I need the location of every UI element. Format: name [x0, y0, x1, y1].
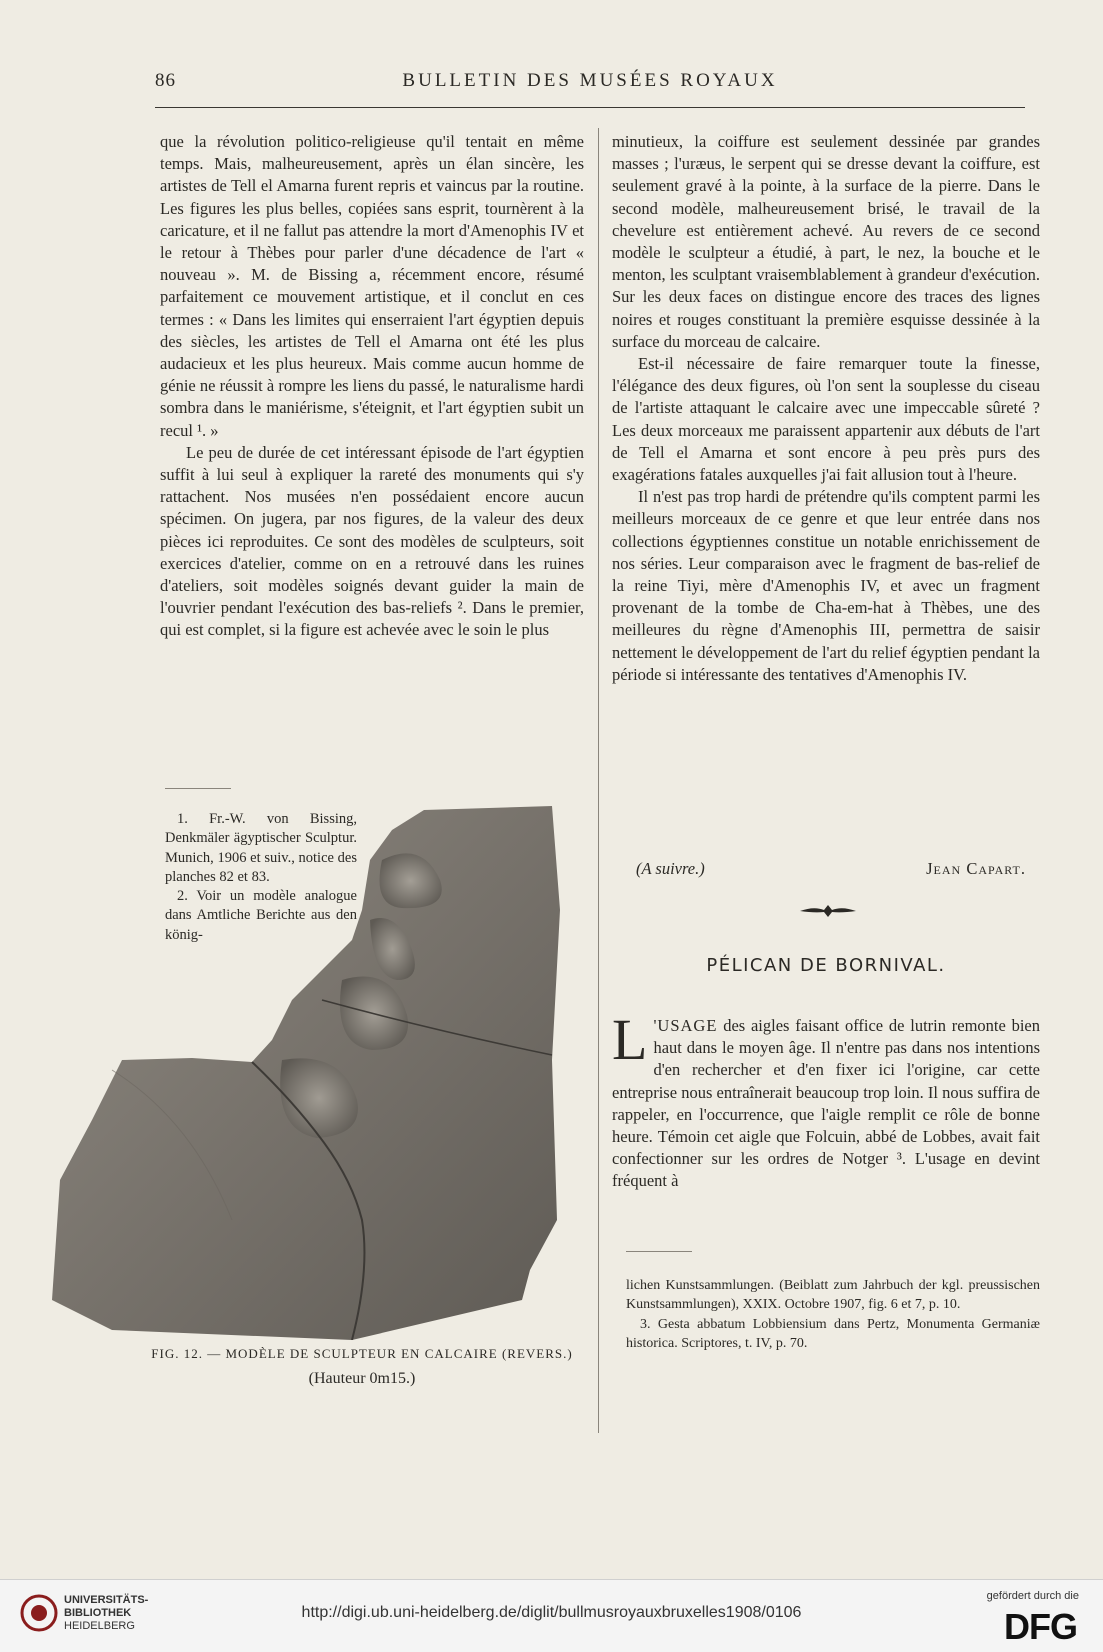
footnote-rule	[626, 1251, 692, 1252]
right-column	[612, 131, 1040, 686]
paragraph: que la révolution politico-religieuse qu'il tentait en même temps. Mais, malheureusement, après un élan sincère, les artistes de Tell el Amarna furent repris et vaincus par la routine. Les figures les plus belles, copiées sans esprit, tournèrent à la caricature, et il ne fallut pas attendre la mort d'Amenophis IV et le retour à Thèbes pour parler d'une décadence de l'art « nouveau ». M. de Bissing a, récemment encore, résumé parfaitement ce mouvement artistique, et il conclut en ces termes : « Dans les limites qui enserraient l'art égyptien depuis des siècles, les artistes de Tell el Amarna ont été les plus audacieux et les plus heureux. Mais comme aucun homme de génie ne réussit à rompre les liens du passé, le naturalisme hardi sombra dans le maniérisme, s'éteignit, et l'art égyptien subit un recul ¹. »	[160, 132, 584, 440]
dfg-logo: DFG	[1004, 1606, 1077, 1647]
footnote-rule	[165, 788, 231, 789]
left-column	[160, 131, 584, 642]
pelican-article-text	[612, 1007, 1040, 1193]
figure-height-note: (Hauteur 0m15.)	[308, 1370, 416, 1387]
paragraph: minutieux, la coiffure est seulement dessinée par grandes masses ; l'uræus, le serpent qui se dresse devant la coiffure, est seulement gravé à la pointe, à la surface de la pierre. Dans le second modèle, malheureusement brisé, le travail de la chevelure est entièrement achevé. Au revers de ce second modèle le sculpteur a étudié, à part, le nez, la bouche et le menton, les sculptant vraisemblablement à grandeur d'exécution. Sur les deux faces on distingue encore des traces des lignes noires et rouges constituant la première esquisse dessinée à la surface du morceau de calcaire.	[612, 132, 1040, 351]
figure-caption: FIG. 12. — MODÈLE DE SCULPTEUR EN CALCAIRE (REVERS.)	[151, 1346, 573, 1361]
paragraph: des aigles faisant office de lutrin remonte bien haut dans le moyen âge. Il n'entre pas dans nos intentions d'en rechercher et d'en fixer ici l'origine, car cette entreprise nous entraînerait beaucoup trop loin. Il nous suffira de rappeler, en l'occurrence, que l'aigle remplit ce rôle de bonne heure. Témoin cet aigle que Folcuin, abbé de Lobbes, avait fait confectionner sur les ordres de Notger ³. L'usage en devint fréquent à	[612, 1016, 1040, 1191]
section-title: PÉLICAN DE BORNIVAL.	[706, 955, 946, 976]
author-name: Jean Capart.	[926, 859, 1026, 878]
footnote: lichen Kunstsammlungen. (Beiblatt zum Jahrbuch der kgl. preussischen Kunstsammlungen), XXIX. Octobre 1907, fig. 6 et 7, p. 10.	[626, 1278, 1040, 1313]
footnote: 2. Voir un modèle analogue dans Amtliche Berichte aus den könig-	[165, 888, 357, 943]
viewer-footer-bar	[0, 1579, 1103, 1652]
paragraph: Il n'est pas trop hardi de prétendre qu'ils comptent parmi les meilleurs morceaux de ce genre et que leur entrée dans nos collections égyptiennes constitue un notable enrichissement de nos séries. Leur comparaison avec le fragment de bas-relief de la reine Tiyi, mère d'Amenophis IV, et avec un fragment provenant de la tombe de Cha-em-hat à Thèbes, une des meilleures du règne d'Amenophis III, permettra de saisir nettement le développement de l'art du relief égyptien pendant la période si intéressante des tentatives d'Amenophis IV.	[612, 487, 1040, 684]
library-name: UNIVERSITÄTS- BIBLIOTHEK HEIDELBERG	[64, 1594, 149, 1632]
ornament-icon	[800, 904, 856, 918]
paragraph: Le peu de durée de cet intéressant épisode de l'art égyptien suffit à lui seul à expliquer la rareté des monuments qui s'y rattachent. Nos musées n'en possédaient encore aucun spécimen. On jugera, par nos figures, de la valeur des deux pièces ici reproduites. Ce sont des modèles de sculpteurs, soit exercices d'atelier, comme on en a retrouvé dans les ruines d'ateliers, soit modèles soignés devant guider la main de l'ouvrier pendant l'exécution des bas-reliefs ². Dans le premier, qui est complet, si la figure est achevée avec le soin le plus	[160, 442, 584, 640]
page-header	[155, 68, 1025, 108]
to-be-continued: (A suivre.)	[636, 859, 705, 878]
drop-cap: L	[612, 1007, 648, 1072]
funding-label: gefördert durch die	[986, 1590, 1079, 1602]
right-footnotes	[626, 1276, 1040, 1354]
paragraph: Est-il nécessaire de faire remarquer toute la finesse, l'élégance des deux figures, où l'on sent la souplesse du ciseau de l'artiste attaquant le calcaire avec une impeccable sûreté ? Les deux morceaux me paraissent appartenir aux débuts de l'art de Tell el Amarna et sont encore à peu près purs des exagérations fatales auxquelles j'ai fait allusion tout à l'heure.	[612, 354, 1040, 485]
footnote: 3. Gesta abbatum Lobbiensium dans Pertz, Monumenta Germaniæ historica. Scriptores, t. IV, p. 70.	[626, 1316, 1040, 1352]
first-word: 'USAGE	[653, 1016, 718, 1035]
running-title: BULLETIN DES MUSÉES ROYAUX	[402, 70, 778, 91]
left-footnotes	[165, 810, 357, 945]
page-number: 86	[155, 70, 176, 91]
footnote: 1. Fr.-W. von Bissing, Denkmäler ägyptischer Sculptur. Munich, 1906 et suiv., notice des planches 82 et 83.	[165, 811, 357, 885]
column-divider	[598, 128, 599, 1433]
permalink-url[interactable]: http://digi.ub.uni-heidelberg.de/diglit/bullmusroyauxbruxelles1908/0106	[301, 1604, 802, 1621]
